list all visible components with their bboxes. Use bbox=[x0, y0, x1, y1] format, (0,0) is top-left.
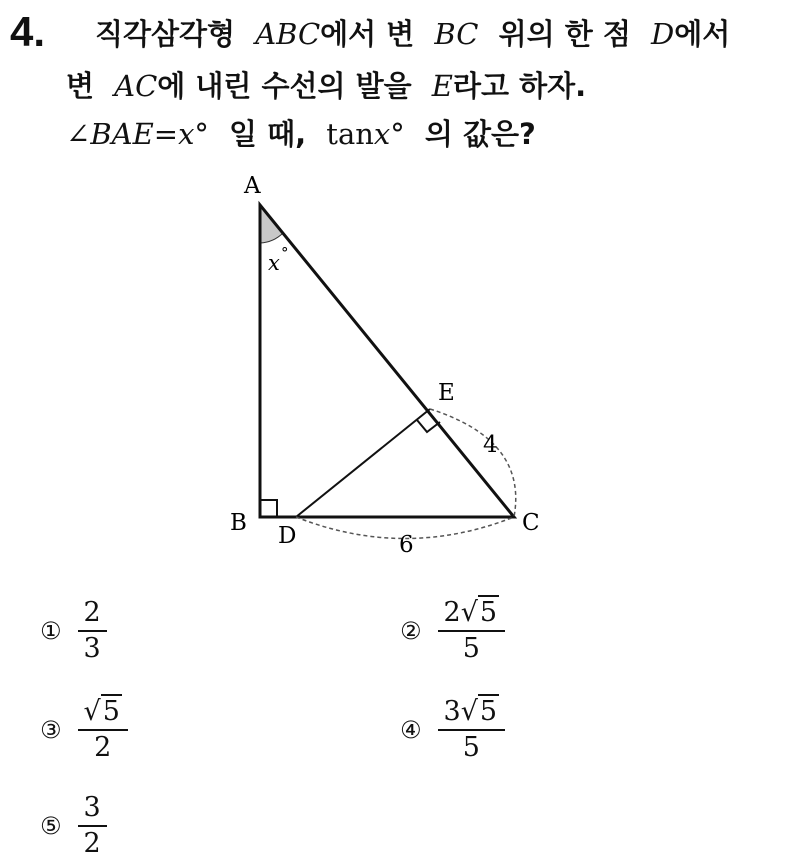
label-length-4: 4 bbox=[483, 432, 498, 458]
question-text: 에서 bbox=[674, 17, 731, 51]
equals-sign: = bbox=[153, 117, 179, 151]
coefficient: 2 bbox=[443, 597, 461, 628]
denominator: 5 bbox=[462, 732, 480, 764]
question-text: 일 때, bbox=[229, 117, 307, 151]
arc-ec bbox=[430, 409, 516, 517]
math-var: BAE bbox=[90, 117, 154, 151]
math-var: D bbox=[650, 17, 675, 51]
degree-sign: ° bbox=[194, 117, 209, 151]
choice-number: ② bbox=[400, 617, 422, 646]
math-var: x bbox=[178, 117, 195, 151]
label-e: E bbox=[438, 380, 455, 406]
sqrt-sign: √ bbox=[460, 696, 478, 727]
sqrt-sign: √ bbox=[83, 696, 101, 727]
numerator bbox=[78, 697, 128, 731]
angle-symbol: ∠ bbox=[66, 117, 91, 151]
tan-function: tan bbox=[326, 117, 374, 151]
triangle-abc bbox=[260, 205, 514, 517]
fraction bbox=[78, 697, 128, 763]
choice-number: ④ bbox=[400, 716, 422, 745]
label-angle-deg: ° bbox=[281, 244, 289, 262]
question-text: 라고 하자. bbox=[452, 69, 587, 103]
choice-5[interactable] bbox=[40, 793, 107, 859]
label-a: A bbox=[244, 173, 261, 199]
numerator bbox=[438, 697, 506, 731]
fraction bbox=[438, 697, 506, 763]
question-number: 4. bbox=[10, 8, 46, 55]
math-var: BC bbox=[434, 17, 479, 51]
choice-number: ③ bbox=[40, 716, 62, 745]
denominator: 3 bbox=[83, 633, 101, 665]
math-var: ABC bbox=[255, 17, 321, 51]
degree-sign: ° bbox=[390, 117, 405, 151]
question-text: 에서 변 bbox=[320, 17, 415, 51]
denominator: 5 bbox=[462, 633, 480, 665]
choice-2[interactable] bbox=[400, 598, 505, 664]
label-angle-x: x bbox=[268, 251, 280, 275]
label-c: C bbox=[522, 510, 540, 536]
question-text: 의 값은? bbox=[424, 117, 536, 151]
denominator: 2 bbox=[94, 732, 112, 764]
choice-3[interactable] bbox=[40, 697, 128, 763]
denominator: 2 bbox=[83, 828, 101, 860]
choice-4[interactable] bbox=[400, 697, 505, 763]
segment-de bbox=[296, 409, 430, 517]
choice-number: ⑤ bbox=[40, 812, 62, 841]
math-var: x bbox=[373, 117, 391, 151]
choice-number: ① bbox=[40, 617, 62, 646]
question-text: 변 bbox=[66, 69, 95, 103]
right-angle-b bbox=[260, 500, 277, 517]
question-text: 직각삼각형 bbox=[95, 17, 236, 51]
numerator: 2 bbox=[78, 598, 107, 632]
radicand: 5 bbox=[479, 696, 498, 727]
label-b: B bbox=[230, 510, 247, 536]
sqrt-sign: √ bbox=[460, 597, 478, 628]
fraction bbox=[78, 793, 107, 859]
fraction bbox=[78, 598, 107, 664]
radicand: 5 bbox=[102, 696, 120, 727]
question-text: 위의 한 점 bbox=[498, 17, 631, 51]
fraction bbox=[438, 598, 506, 664]
label-length-6: 6 bbox=[399, 532, 414, 558]
numerator: 3 bbox=[78, 793, 107, 827]
math-var: AC bbox=[114, 69, 158, 103]
math-var: E bbox=[431, 69, 453, 103]
coefficient: 3 bbox=[443, 696, 461, 727]
angle-marker-a bbox=[260, 208, 283, 243]
choice-1[interactable] bbox=[40, 598, 107, 664]
radicand: 5 bbox=[479, 597, 498, 628]
numerator bbox=[438, 598, 506, 632]
label-d: D bbox=[278, 523, 297, 549]
question-text: 에 내린 수선의 발을 bbox=[157, 69, 412, 103]
